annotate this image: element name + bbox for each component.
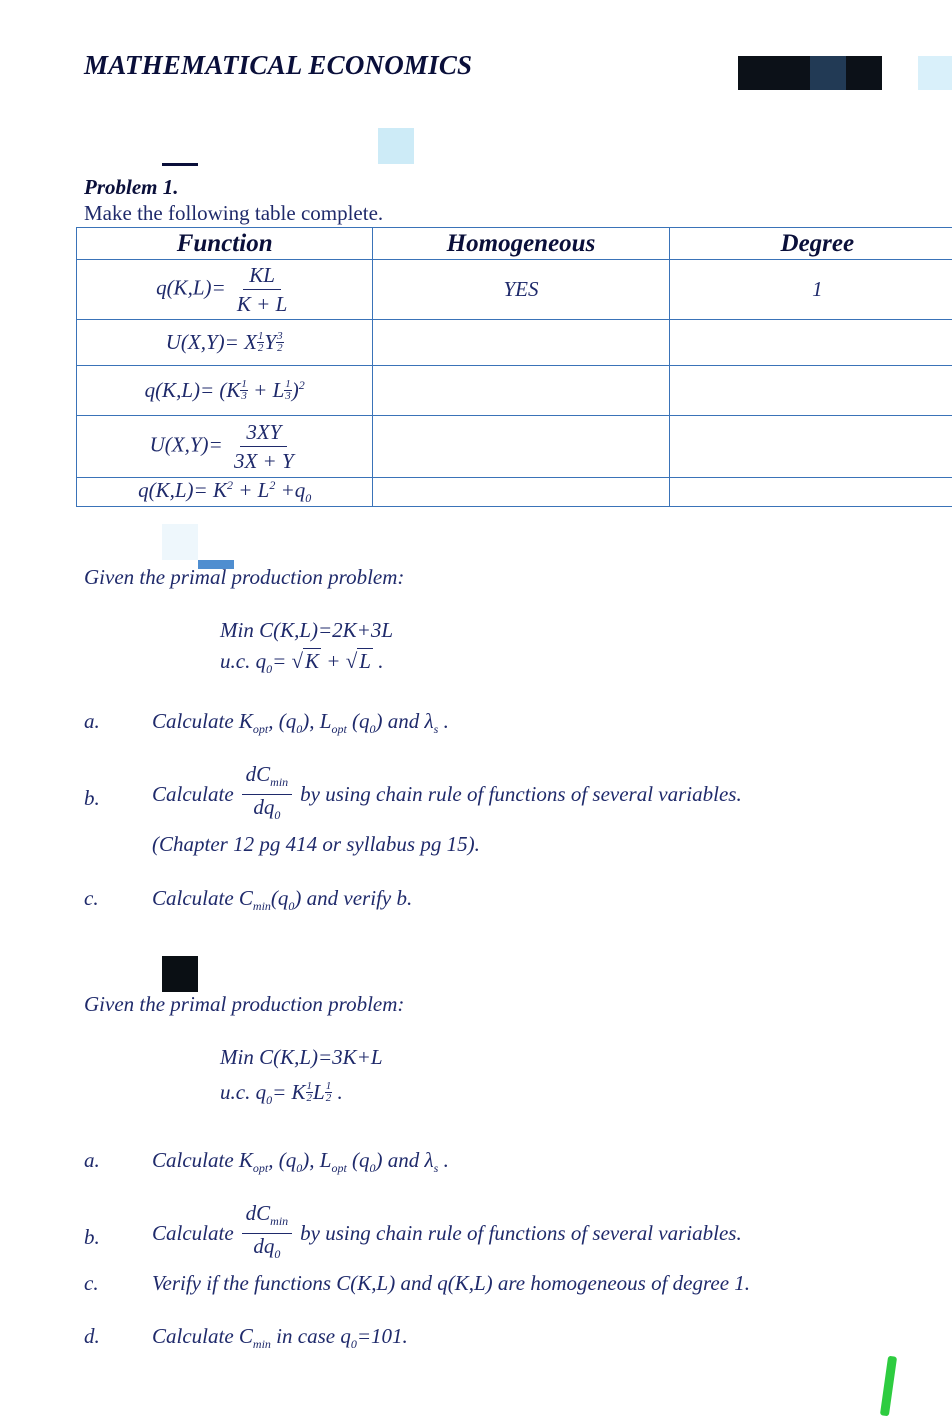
function-lhs: q(K,L)= bbox=[156, 275, 226, 300]
constraint-prefix: u.c. q bbox=[220, 1080, 267, 1104]
item-label: a. bbox=[84, 709, 100, 733]
function-cell bbox=[77, 260, 373, 320]
item-pre: Calculate bbox=[152, 1221, 234, 1246]
derivative-fraction bbox=[242, 762, 293, 827]
item-label: b. bbox=[84, 786, 100, 810]
problem-intro: Given the primal production problem: bbox=[84, 992, 405, 1016]
degree-cell bbox=[669, 366, 952, 416]
fraction-numerator: 3XY bbox=[240, 418, 287, 447]
item-text bbox=[152, 762, 742, 827]
redaction-block bbox=[162, 956, 198, 992]
function-lhs: U(X,Y)= bbox=[165, 330, 239, 354]
fraction-numerator: KL bbox=[243, 261, 281, 290]
homogeneous-cell: YES bbox=[373, 260, 669, 320]
constraint-prefix: u.c. q bbox=[220, 649, 267, 673]
function-cell bbox=[77, 416, 373, 478]
item-label: c. bbox=[84, 886, 99, 910]
homogeneous-cell bbox=[373, 320, 669, 366]
problem-heading: Problem 1. bbox=[84, 175, 179, 199]
fraction-denominator: K + L bbox=[236, 292, 288, 316]
sqrt-k: √K bbox=[291, 649, 320, 673]
column-header: Homogeneous bbox=[373, 228, 669, 260]
deriv-den-sub: 0 bbox=[274, 1247, 281, 1262]
function-expression: X $\frac{1}{2}$ Y $\frac{3}{2}$ bbox=[244, 330, 283, 354]
function-cell bbox=[77, 320, 373, 366]
function-lhs: U(X,Y)= bbox=[149, 432, 223, 457]
deriv-num-sub: min bbox=[270, 775, 289, 790]
divider bbox=[162, 163, 198, 166]
redaction-block bbox=[918, 56, 952, 90]
item-text: Calculate $K_{opt}$, $(q_0)$, $L_{opt}$ $(q_0)$ and $\lambda_s$ . bbox=[152, 1148, 449, 1176]
function-expression: $K^2 + L^2 +q_0$ bbox=[212, 478, 312, 506]
column-header: Degree bbox=[669, 228, 952, 260]
derivative-fraction bbox=[242, 1201, 293, 1266]
problem-intro: Given the primal production problem: bbox=[84, 565, 405, 589]
item-label: d. bbox=[84, 1324, 100, 1348]
item-text: Verify if the functions C(K,L) and q(K,L) are homogeneous of degree 1. bbox=[152, 1271, 751, 1295]
deriv-den-sub: 0 bbox=[274, 808, 281, 823]
degree-cell: 1 bbox=[669, 260, 952, 320]
homogeneous-cell bbox=[373, 416, 669, 478]
item-label: a. bbox=[84, 1148, 100, 1172]
constraint: u.c. $q_0= K$ $\frac{1}{2}$ L $\frac{1}{2}$ . bbox=[220, 1080, 343, 1108]
homogeneous-cell bbox=[373, 478, 669, 507]
deriv-den: dq bbox=[253, 795, 275, 820]
function-cell bbox=[77, 478, 373, 507]
deriv-den: dq bbox=[253, 1234, 275, 1259]
redaction-block bbox=[810, 56, 846, 90]
table-row bbox=[77, 366, 952, 416]
item-label: c. bbox=[84, 1271, 99, 1295]
item-text: Calculate $C_{min}$ in case $q_0=101$. bbox=[152, 1324, 408, 1352]
fraction-denominator: 3X + Y bbox=[233, 449, 294, 473]
degree-cell bbox=[669, 416, 952, 478]
deriv-num: dC bbox=[245, 1201, 271, 1225]
table-row bbox=[77, 260, 952, 320]
table-header-row bbox=[77, 228, 952, 260]
objective-function: Min C(K,L)=3K+L bbox=[220, 1045, 383, 1069]
item-post: by using chain rule of functions of several variables. bbox=[300, 1221, 742, 1246]
redaction-block bbox=[378, 128, 414, 164]
sqrt-l: √L bbox=[345, 649, 371, 673]
homogeneous-cell bbox=[373, 366, 669, 416]
function-lhs: q(K,L)= bbox=[144, 378, 215, 402]
item-note: (Chapter 12 pg 414 or syllabus pg 15). bbox=[152, 832, 480, 856]
function-lhs: q(K,L)= bbox=[138, 478, 208, 502]
table-row bbox=[77, 320, 952, 366]
page-title: MATHEMATICAL ECONOMICS bbox=[84, 50, 473, 80]
degree-cell bbox=[669, 320, 952, 366]
problem-instruction: Make the following table complete. bbox=[84, 201, 384, 225]
function-expression: (K $\frac{1}{3}$ + L $\frac{1}{3}$ )$^2$ bbox=[219, 378, 305, 402]
column-header: Function bbox=[77, 228, 373, 260]
function-fraction bbox=[228, 418, 300, 475]
item-post: by using chain rule of functions of several variables. bbox=[300, 782, 742, 807]
item-text: Calculate $C_{min}(q_0)$ and verify b. bbox=[152, 886, 413, 914]
function-fraction bbox=[231, 261, 293, 318]
degree-cell bbox=[669, 478, 952, 507]
table-row bbox=[77, 478, 952, 507]
function-table bbox=[76, 227, 952, 507]
item-text bbox=[152, 1201, 742, 1266]
deriv-num: dC bbox=[245, 762, 271, 786]
constraint: u.c. $q_0= √K + √L$ . bbox=[220, 649, 384, 677]
item-text: Calculate $K_{opt}$, $(q_0)$, $L_{opt}$ $(q_0)$ and $\lambda_s$ . bbox=[152, 709, 449, 737]
deriv-num-sub: min bbox=[270, 1214, 289, 1229]
highlight-mark bbox=[880, 1356, 897, 1417]
objective-function: Min C(K,L)=2K+3L bbox=[220, 618, 394, 642]
function-cell bbox=[77, 366, 373, 416]
item-pre: Calculate bbox=[152, 782, 234, 807]
item-label: b. bbox=[84, 1225, 100, 1249]
table-row bbox=[77, 416, 952, 478]
redaction-block bbox=[162, 524, 198, 560]
